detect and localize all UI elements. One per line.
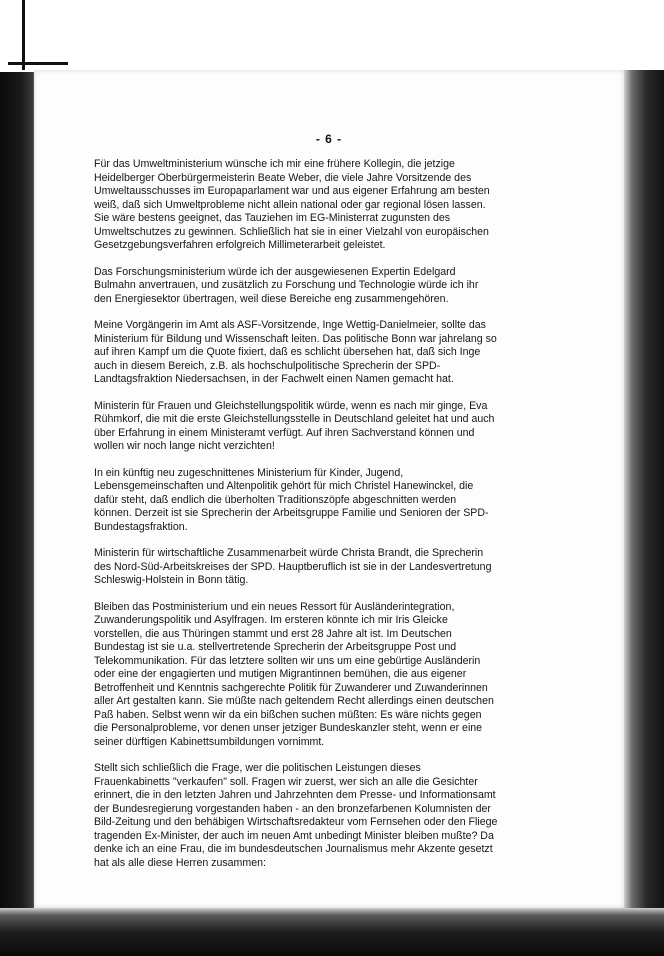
text-line: wollen wir noch lange nicht verzichten! (94, 440, 275, 452)
scan-mark-horizontal (8, 62, 68, 65)
text-line: Lebensgemeinschaften und Altenpolitik gehört für mich Christel Hanewinckel, die (94, 480, 474, 492)
text-line: oder eine der engagierten und mutigen Migrantinnen bemühen, die aus eigener (94, 668, 467, 680)
document-body (94, 158, 604, 883)
text-line: über Erfahrung in einem Ministeramt verfügt. Auf ihren Sachverstand können und (94, 426, 475, 439)
text-line: Betroffenheit und Kenntnis sachgerechte Politik für Zuwanderer und Zuwanderinnen (94, 681, 488, 694)
text-line: Telekommunikation. Für das letztere sollten wir uns um eine gebürtige Ausländerin (94, 654, 481, 667)
paragraph (94, 266, 604, 307)
text-line: weiß, daß sich Umweltprobleme nicht allein national oder gar regional lösen lassen. (94, 198, 486, 211)
scan-edge-right (624, 70, 664, 956)
text-line: Ministerium für Bildung und Wissenschaft leiten. Das politische Bonn war jahrelang so (94, 332, 497, 345)
text-line: Zuwanderungspolitik und Asylfragen. Im ersteren könnte ich mir Iris Gleicke (94, 614, 448, 626)
text-line: Frauenkabinetts "verkaufen" soll. Fragen wir zuerst, wer sich an alle die Gesichter (94, 775, 478, 788)
paragraph (94, 547, 604, 588)
text-line: Bild-Zeitung und den behäbigen Wirtschaftsredakteur vom Fernsehen oder den Fliege (94, 816, 498, 828)
text-line: Paß haben. Selbst wenn wir da ein bißchen suchen müßten: Es wäre nichts gegen (94, 708, 482, 721)
text-line: aller Art gestalten kann. Sie müßte nach geltendem Recht allerdings einen deutschen (94, 695, 494, 707)
text-line: hat als alle diese Herren zusammen: (94, 856, 266, 869)
paragraph (94, 319, 604, 387)
text-line: dafür steht, daß endlich die überholten Traditionszöpfe abgeschnitten werden (94, 493, 457, 506)
text-line: Für das Umweltministerium wünsche ich mir eine frühere Kollegin, die jetzige (94, 158, 455, 170)
text-line: des Nord-Süd-Arbeitskreises der SPD. Hauptberuflich ist sie in der Landesvertretung (94, 560, 492, 573)
paragraph (94, 158, 604, 253)
text-line: Landtagsfraktion Niedersachsen, in der Fachwelt einen Namen gemacht hat. (94, 373, 454, 385)
text-line: Meine Vorgängerin im Amt als ASF-Vorsitzende, Inge Wettig-Danielmeier, sollte das (94, 319, 486, 331)
text-line: Ministerin für Frauen und Gleichstellungspolitik würde, wenn es nach mir ginge, Eva (94, 399, 488, 412)
text-line: die Personalprobleme, vor denen unser jetziger Bundeskanzler steht, wenn er eine (94, 722, 483, 734)
paragraph (94, 762, 604, 870)
text-line: Bleiben das Postministerium und ein neues Ressort für Ausländerintegration, (94, 600, 455, 613)
text-line: Bulmahn anvertrauen, und zusätzlich zu Forschung und Technologie würde ich ihr (94, 279, 479, 291)
text-line: auch in diesem Bereich, z.B. als hochschulpolitische Sprecherin der SPD- (94, 359, 441, 372)
text-line: auf ihren Kampf um die Quote fixiert, daß es schlicht übersehen hat, daß sich Inge (94, 346, 481, 358)
text-line: Umweltausschusses im Europaparlament war und aus eigener Erfahrung am besten (94, 185, 490, 197)
text-line: Stellt sich schließlich die Frage, wer die politischen Leistungen dieses (94, 762, 421, 774)
text-line: seiner dürftigen Kabinettsumbildungen vornimmt. (94, 735, 325, 748)
text-line: Sie wäre bestens geeignet, das Tauziehen im EG-Ministerrat zugunsten des (94, 212, 451, 224)
paragraph (94, 601, 604, 750)
paragraph (94, 467, 604, 535)
text-line: Ministerin für wirtschaftliche Zusammenarbeit würde Christa Brandt, die Sprecherin (94, 547, 484, 559)
text-line: der Bundesregierung vorgestanden haben - an den bronzefarbenen Kolumnisten der (94, 802, 491, 815)
text-line: Schleswig-Holstein in Bonn tätig. (94, 574, 249, 586)
text-line: erinnert, die in den letzten Jahren und Jahrzehnten dem Presse- und Informationsamt (94, 789, 496, 801)
text-line: Das Forschungsministerium würde ich der ausgewiesenen Expertin Edelgard (94, 265, 456, 278)
scan-edge-left (0, 0, 38, 956)
paragraph (94, 400, 604, 454)
scan-edge-bottom (0, 908, 664, 956)
text-line: Bundestag ist sie u.a. stellvertretende Sprecherin der Arbeitsgruppe Post und (94, 641, 457, 653)
text-line: vorstellen, die aus Thüringen stammt und erst 28 Jahre alt ist. Im Deutschen (94, 627, 452, 640)
text-line: Bundestagsfraktion. (94, 520, 188, 533)
text-line: den Energiesektor übertragen, weil diese Bereiche eng zusammengehören. (94, 292, 449, 305)
document-page (34, 70, 624, 908)
scan-mark-vertical (22, 0, 25, 70)
text-line: Rühmkorf, die mit die erste Gleichstellungsstelle in Deutschland geleitet hat und auch (94, 413, 495, 425)
text-line: Gesetzgebungsverfahren erfolgreich Millimeterarbeit geleistet. (94, 239, 386, 251)
text-line: Heidelberger Oberbürgermeisterin Beate Weber, die viele Jahre Vorsitzende des (94, 171, 472, 184)
text-line: können. Derzeit ist sie Sprecherin der Arbeitsgruppe Familie und Senioren der SPD- (94, 507, 489, 519)
text-line: tragenden Ex-Minister, der auch im neuen Amt unbedingt Minister bleiben mußte? Da (94, 829, 494, 842)
page-number: - 6 - (315, 132, 343, 146)
text-line: In ein künftig neu zugeschnittenes Ministerium für Kinder, Jugend, (94, 466, 404, 479)
text-line: Umweltschutzes zu gewinnen. Schließlich hat sie in einer Vielzahl von europäischen (94, 225, 489, 238)
text-line: denke ich an eine Frau, die im bundesdeutschen Journalismus mehr Akzente gesetzt (94, 843, 493, 855)
